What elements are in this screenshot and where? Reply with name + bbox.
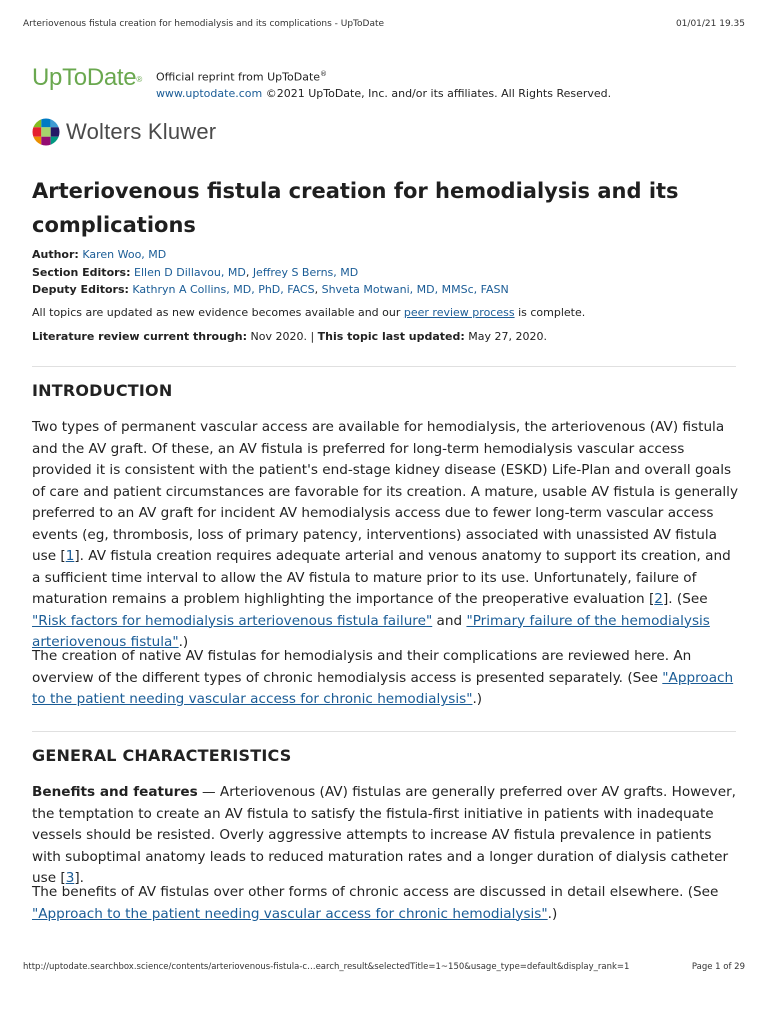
copyright: ©2021 UpToDate, Inc. and/or its affiliates. All Rights Reserved.: [265, 86, 612, 100]
reference-link[interactable]: 2: [654, 591, 663, 607]
author-line: Author: Karen Woo, MD: [32, 248, 167, 261]
deputy-editor-link[interactable]: Shveta Motwani, MD, MMSc, FASN: [321, 283, 509, 296]
wolters-kluwer-logo[interactable]: [32, 118, 216, 146]
update-note: All topics are updated as new evidence becomes available and our peer review process is complete.: [32, 306, 586, 319]
page-number: Page 1 of 29: [691, 962, 745, 972]
divider: [32, 731, 736, 732]
intro-paragraph-1: Two types of permanent vascular access are available for hemodialysis, the arteriovenous (AV) fistula and the AV graft. Of these, an AV fistula is preferred for long-term hemodialysis vascular access provided it is consistent with the patient's end-stage kidney disease (ESKD) Life-Plan and overall goals of care and patient circumstances are favorable for its creation. A mature, usable AV fistula is generally preferred to an AV graft for incident AV hemodialysis access due to fewer long-term vascular access events (eg, thrombosis, loss of primary patency, interventions) associated with unassisted AV fistula use [1]. AV fistula creation requires adequate arterial and venous anatomy to support its creation, and a sufficient time interval to allow the AV fistula to mature prior to its use. Unfortunately, failure of maturation remains a problem highlighting the importance of the preoperative evaluation [2]. (See "Risk factors for hemodialysis arteriovenous fistula failure" and "Primary failure of the hemodialysis arteriovenous fistula".): [32, 419, 739, 650]
topic-link[interactable]: "Approach to the patient needing vascular access for chronic hemodialysis": [32, 905, 548, 922]
article-title: Arteriovenous fistula creation for hemodialysis and its complications: [32, 179, 679, 237]
publisher-name: Wolters Kluwer: [66, 119, 217, 144]
reprint-line: Official reprint from UpToDate: [155, 70, 321, 84]
reprint-notice: Official reprint from UpToDate® www.uptodate.com ©2021 UpToDate, Inc. and/or its affiliates. All Rights Reserved.: [155, 70, 612, 100]
article-meta: [32, 246, 732, 299]
peer-review-link[interactable]: peer review process: [403, 306, 515, 319]
reference-link[interactable]: 1: [65, 548, 75, 564]
intro-paragraph-2: The creation of native AV fistulas for hemodialysis and their complications are reviewed here. An overview of the different types of chronic hemodialysis access is presented separately. (See "Approach to the patient needing vascular access for chronic hemodialysis".): [32, 648, 734, 707]
divider: [32, 366, 736, 367]
section-heading-introduction: INTRODUCTION: [32, 381, 173, 400]
wolters-kluwer-mosaic-icon: [32, 118, 60, 146]
review-dates: Literature review current through: Nov 2020. | This topic last updated: May 27, 2020.: [32, 330, 548, 343]
section-heading-general-characteristics: GENERAL CHARACTERISTICS: [32, 746, 292, 765]
reference-link[interactable]: 3: [65, 870, 75, 886]
section-editor-link[interactable]: Ellen D Dillavou, MD: [134, 265, 246, 279]
brand-row: [32, 64, 611, 102]
print-header: [23, 19, 745, 29]
print-title: Arteriovenous fistula creation for hemodialysis and its complications - UpToDate: [23, 19, 385, 29]
topic-link[interactable]: "Approach to the patient needing vascular access for chronic hemodialysis": [32, 669, 734, 707]
general-paragraph-1: Benefits and features — Arteriovenous (AV) fistulas are generally preferred over AV grafts. However, the temptation to create an AV fistula to satisfy the fistula-first initiative in patients with inadequate vessels should be resisted. Overly aggressive attempts to increase AV fistula prevalence in patients with suboptimal anatomy leads to reduced maturation rates and a longer duration of dialysis catheter use [3].: [32, 784, 736, 886]
topic-link[interactable]: "Primary failure of the hemodialysis arteriovenous fistula": [32, 612, 710, 650]
print-footer: [23, 962, 745, 972]
author-link[interactable]: Karen Woo, MD: [82, 248, 167, 261]
deputy-editor-link[interactable]: Kathryn A Collins, MD, PhD, FACS: [132, 283, 315, 296]
section-editors-line: Section Editors: Ellen D Dillavou, MD, Jeffrey S Berns, MD: [32, 265, 359, 279]
footer-url: http://uptodate.searchbox.science/contents/arteriovenous-fistula-c…earch_result&selectedTitle=1~150&usage_type=default&display_rank=1: [23, 962, 630, 972]
uptodate-site-link[interactable]: www.uptodate.com: [155, 86, 263, 100]
general-paragraph-2: The benefits of AV fistulas over other forms of chronic access are discussed in detail elsewhere. (See "Approach to the patient needing vascular access for chronic hemodialysis".): [32, 884, 719, 922]
section-editor-link[interactable]: Jeffrey S Berns, MD: [252, 265, 359, 279]
print-datetime: 01/01/21 19.35: [675, 19, 745, 29]
deputy-editors-line: Deputy Editors: Kathryn A Collins, MD, PhD, FACS, Shveta Motwani, MD, MMSc, FASN: [32, 283, 509, 296]
topic-link[interactable]: "Risk factors for hemodialysis arteriovenous fistula failure": [32, 612, 433, 629]
uptodate-logo[interactable]: UpToDate®: [32, 64, 142, 91]
